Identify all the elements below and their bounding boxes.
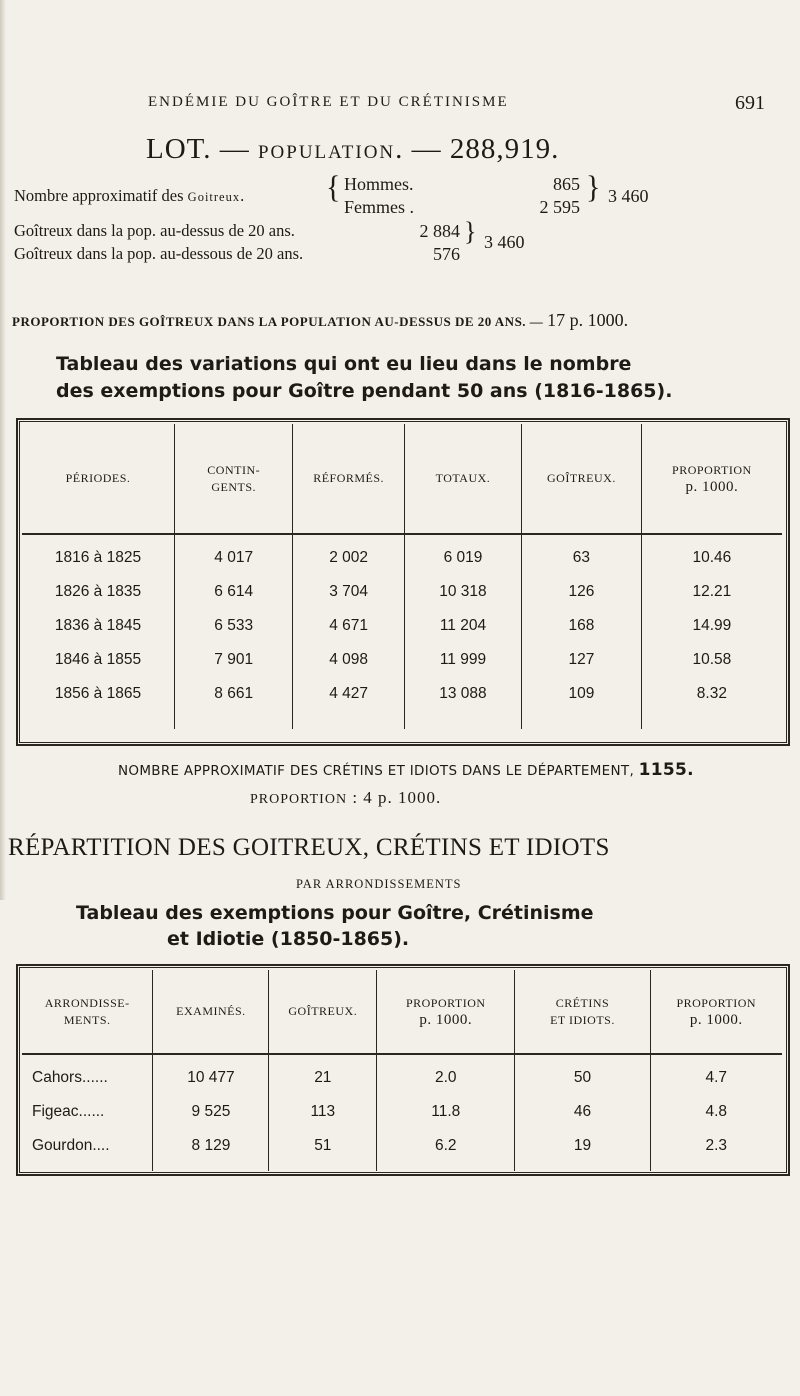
cell-goitreux: 109 bbox=[522, 677, 642, 711]
table2-exemptions-arrondissements bbox=[22, 970, 782, 1171]
table-row bbox=[22, 575, 782, 609]
cell-reformes: 3 704 bbox=[293, 575, 404, 609]
cell-contingents: 8 661 bbox=[174, 677, 292, 711]
col-proportion: PROPORTION p. 1000. bbox=[641, 424, 782, 534]
table-row bbox=[22, 534, 782, 575]
total-age: 3 460 bbox=[484, 232, 525, 252]
cell-contingents: 4 017 bbox=[174, 534, 292, 575]
table2-title-line2: et Idiotie (1850-1865). bbox=[167, 928, 410, 950]
table-spacer bbox=[22, 711, 782, 729]
below20-value: 576 bbox=[433, 244, 460, 264]
cell-arrondissement: Gourdon.... bbox=[32, 1137, 110, 1154]
table2-title-line1: Tableau des exemptions pour Goître, Crétinisme bbox=[76, 902, 594, 924]
cell-periode: 1816 à 1825 bbox=[54, 549, 142, 566]
cell-periode: 1826 à 1835 bbox=[54, 583, 142, 600]
col-arrondissements: ARRONDISSE- MENTS. bbox=[22, 970, 153, 1054]
col-proportion-cretins: PROPORTION p. 1000. bbox=[650, 970, 782, 1054]
table-row bbox=[22, 609, 782, 643]
above20-value: 2 884 bbox=[419, 221, 460, 241]
cell-reformes: 4 098 bbox=[293, 643, 404, 677]
table-spacer bbox=[22, 1163, 782, 1171]
femmes-value: 2 595 bbox=[539, 197, 580, 217]
page-gutter-shadow bbox=[0, 0, 6, 900]
col-goitreux: GOÎTREUX. bbox=[522, 424, 642, 534]
table1-title-line2: des exemptions pour Goître pendant 50 ans (1816-1865). bbox=[56, 380, 673, 402]
cell-proportion-goitreux: 11.8 bbox=[377, 1095, 515, 1129]
table1-body bbox=[22, 534, 782, 729]
population-value: . — 288,919. bbox=[395, 133, 560, 165]
cell-goitreux: 168 bbox=[522, 609, 642, 643]
cell-totaux: 6 019 bbox=[404, 534, 521, 575]
table-row bbox=[22, 1129, 782, 1163]
brace-age-close: } bbox=[464, 217, 477, 246]
cretins-proportion-note: PROPORTION : 4 p. 1000. bbox=[250, 788, 442, 807]
col-totaux: TOTAUX. bbox=[404, 424, 521, 534]
cell-proportion-goitreux: 6.2 bbox=[377, 1129, 515, 1163]
cell-cretins: 50 bbox=[515, 1054, 650, 1095]
cell-examines: 9 525 bbox=[153, 1095, 269, 1129]
hommes-label: Hommes. bbox=[344, 174, 414, 194]
cell-proportion-cretins: 4.7 bbox=[650, 1054, 782, 1095]
cell-proportion: 8.32 bbox=[641, 677, 782, 711]
repartition-heading: RÉPARTITION DES GOITREUX, CRÉTINS ET IDIOTS bbox=[8, 834, 610, 861]
col-goitreux: GOÎTREUX. bbox=[269, 970, 377, 1054]
cell-proportion-cretins: 2.3 bbox=[650, 1129, 782, 1163]
hommes-value: 865 bbox=[553, 174, 580, 194]
cell-proportion: 14.99 bbox=[641, 609, 782, 643]
cell-totaux: 10 318 bbox=[404, 575, 521, 609]
cell-reformes: 4 427 bbox=[293, 677, 404, 711]
cell-reformes: 2 002 bbox=[293, 534, 404, 575]
lot-label: LOT. — bbox=[146, 133, 258, 165]
cell-proportion: 10.46 bbox=[641, 534, 782, 575]
cell-contingents: 6 533 bbox=[174, 609, 292, 643]
cell-reformes: 4 671 bbox=[293, 609, 404, 643]
table-row bbox=[22, 643, 782, 677]
lot-heading bbox=[146, 133, 559, 166]
cell-totaux: 13 088 bbox=[404, 677, 521, 711]
table-row bbox=[22, 677, 782, 711]
cell-goitreux: 63 bbox=[522, 534, 642, 575]
cell-examines: 10 477 bbox=[153, 1054, 269, 1095]
below20-label: Goîtreux dans la pop. au-dessous de 20 ans. bbox=[14, 244, 304, 263]
table-row bbox=[22, 1054, 782, 1095]
population-word: POPULATION bbox=[257, 142, 396, 163]
col-reformes: RÉFORMÉS. bbox=[293, 424, 404, 534]
cell-contingents: 6 614 bbox=[174, 575, 292, 609]
cell-goitreux: 127 bbox=[522, 643, 642, 677]
col-contingents: CONTIN- GENTS. bbox=[174, 424, 292, 534]
cell-arrondissement: Cahors...... bbox=[32, 1069, 108, 1086]
above20-label: Goîtreux dans la pop. au-dessus de 20 ans. bbox=[14, 221, 295, 240]
cell-proportion: 10.58 bbox=[641, 643, 782, 677]
table2-body bbox=[22, 1054, 782, 1171]
cell-contingents: 7 901 bbox=[174, 643, 292, 677]
repartition-subheading: PAR ARRONDISSEMENTS bbox=[296, 877, 462, 891]
col-examines: EXAMINÉS. bbox=[153, 970, 269, 1054]
col-proportion-goitreux: PROPORTION p. 1000. bbox=[377, 970, 515, 1054]
cell-totaux: 11 204 bbox=[404, 609, 521, 643]
cell-totaux: 11 999 bbox=[404, 643, 521, 677]
cretins-count-note: NOMBRE APPROXIMATIF DES CRÉTINS ET IDIOTS DANS LE DÉPARTEMENT, 1155. bbox=[118, 760, 694, 780]
cell-cretins: 19 bbox=[515, 1129, 650, 1163]
cell-periode: 1856 à 1865 bbox=[54, 685, 142, 702]
cell-proportion: 12.21 bbox=[641, 575, 782, 609]
cell-proportion-cretins: 4.8 bbox=[650, 1095, 782, 1129]
col-periodes: PÉRIODES. bbox=[22, 424, 174, 534]
cell-proportion-goitreux: 2.0 bbox=[377, 1054, 515, 1095]
cell-goitreux: 51 bbox=[269, 1129, 377, 1163]
total-sex: 3 460 bbox=[608, 186, 649, 206]
cell-goitreux: 21 bbox=[269, 1054, 377, 1095]
page-number: 691 bbox=[735, 92, 765, 114]
cell-cretins: 46 bbox=[515, 1095, 650, 1129]
cell-examines: 8 129 bbox=[153, 1129, 269, 1163]
table1-exemptions-goitre bbox=[22, 424, 782, 729]
brace-sex-close: } bbox=[586, 170, 601, 205]
nombre-approximatif-label: Nombre approximatif des Goitreux. bbox=[14, 186, 245, 205]
cell-arrondissement: Figeac...... bbox=[32, 1103, 105, 1120]
cell-goitreux: 126 bbox=[522, 575, 642, 609]
col-cretins-idiots: CRÉTINS ET IDIOTS. bbox=[515, 970, 650, 1054]
cell-periode: 1846 à 1855 bbox=[54, 651, 142, 668]
proportion-line: PROPORTION DES GOÎTREUX DANS LA POPULATION AU-DESSUS DE 20 ANS. — 17 p. 1000. bbox=[12, 310, 629, 330]
cell-goitreux: 113 bbox=[269, 1095, 377, 1129]
cell-periode: 1836 à 1845 bbox=[54, 617, 142, 634]
brace-sex: { bbox=[326, 170, 341, 205]
femmes-label: Femmes . bbox=[344, 197, 414, 217]
table-row bbox=[22, 1095, 782, 1129]
table1-title-line1: Tableau des variations qui ont eu lieu dans le nombre bbox=[56, 353, 632, 375]
running-header: ENDÉMIE DU GOÎTRE ET DU CRÉTINISME bbox=[148, 94, 509, 110]
